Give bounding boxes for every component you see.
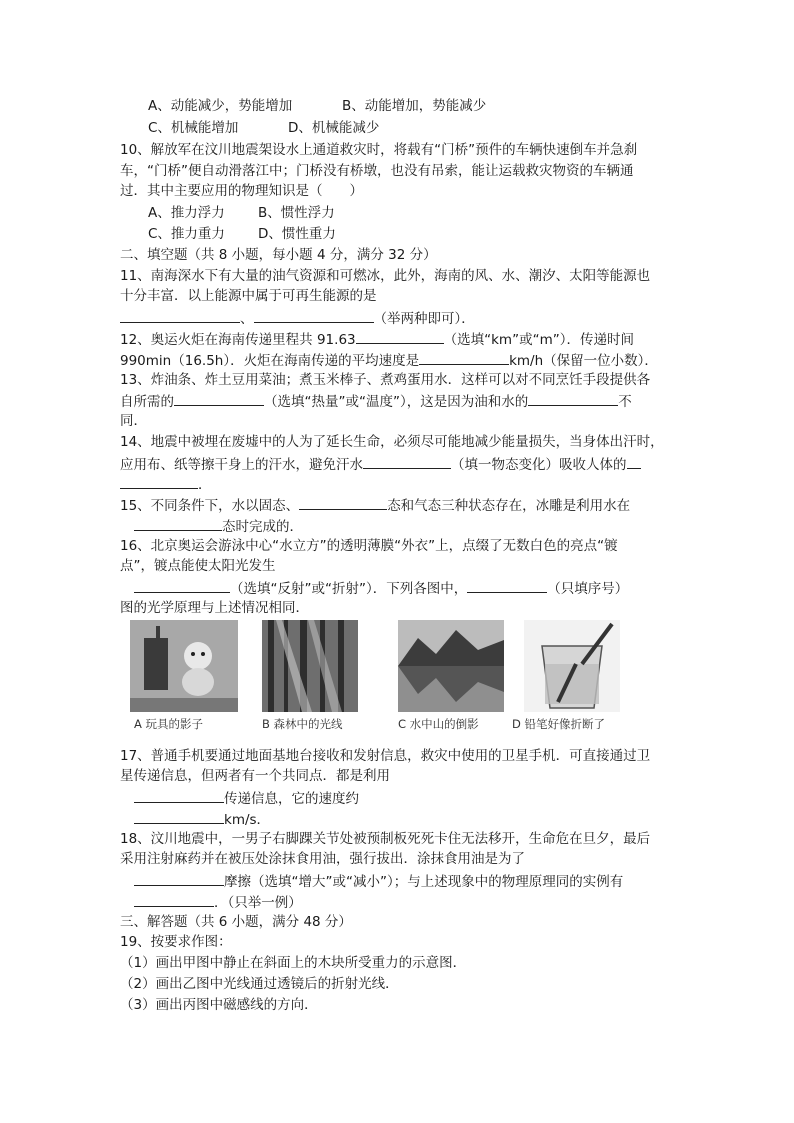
- q17-line-3: [134, 787, 359, 809]
- q12-text-d: km/h（保留一位小数）．: [509, 353, 658, 369]
- pencil-in-water-illustration: [524, 620, 620, 712]
- forest-light-illustration: [262, 620, 358, 712]
- q16-text-a: （选填“反射”或“折射”）．下列各图中，: [230, 581, 468, 597]
- q12-text-a: 12、奥运火炬在海南传递里程共 91.63: [120, 332, 356, 348]
- figure-d-caption: D 铅笔好像折断了: [512, 717, 606, 731]
- q15-text-c: 态时完成的．: [222, 519, 303, 535]
- q17-line-2: 星传递信息，但两者有一个共同点．都是利用: [120, 768, 390, 784]
- q12-line-1: [120, 328, 634, 350]
- q9-option-b: B、动能增加，势能减少: [342, 98, 487, 114]
- q14-text-a: 应用布、纸等擦干身上的汗水，避免汗水: [120, 457, 363, 473]
- q14-line-1: 14、地震中被埋在废墟中的人为了延长生命，必须尽可能地减少能量损失，当身体出汗时，: [120, 434, 664, 450]
- q17-blank-1[interactable]: [134, 787, 224, 803]
- q16-line-1: 16、北京奥运会游泳中心“水立方”的透明薄膜“外衣”上，点缀了无数白色的亮点“镀: [120, 538, 618, 554]
- q11-line-1: 11、南海深水下有大量的油气资源和可燃冰，此外，海南的风、水、潮汐、太阳等能源也: [120, 268, 651, 284]
- q18-text-b: ．（只举一例）: [214, 895, 302, 911]
- figure-c-mountain-reflection: [398, 620, 504, 712]
- toy-shadow-illustration: [130, 620, 238, 712]
- q10-option-a: A、推力浮力: [148, 205, 225, 221]
- q12-text-c: 990min（16.5h）．火炬在海南传递的平均速度是: [120, 353, 420, 369]
- figure-b-forest-light: [262, 620, 358, 712]
- q10-option-b: B、惯性浮力: [258, 205, 335, 221]
- q11-blank-1[interactable]: [120, 307, 240, 323]
- q14-line-3: [120, 473, 212, 495]
- q14-line-2: [120, 453, 641, 475]
- q17-text-a: 传递信息，它的速度约: [224, 791, 359, 807]
- mountain-reflection-illustration: [398, 620, 504, 712]
- q14-blank-2b[interactable]: [120, 473, 198, 489]
- q12-line-2: [120, 349, 658, 371]
- q15-line-2: [134, 515, 303, 537]
- q18-blank-1[interactable]: [134, 870, 224, 886]
- q13-text-a: 自所需的: [120, 394, 174, 410]
- q11-blank-2[interactable]: [254, 307, 374, 323]
- q19-title: 19、按要求作图：: [120, 934, 232, 950]
- q10-line-3: 过．其中主要应用的物理知识是（ ）: [120, 183, 363, 199]
- q18-line-3: [134, 870, 623, 892]
- q18-line-1: 18、汶川地震中，一男子右脚踝关节处被预制板死死卡住无法移开，生命危在旦夕，最后: [120, 831, 651, 847]
- q16-line-3: [134, 577, 628, 599]
- q13-text-c: 不: [618, 394, 632, 410]
- q18-line-4: [134, 891, 302, 913]
- q11-line-3: [120, 307, 475, 329]
- figure-d-pencil-in-water: [524, 620, 620, 712]
- q11-separator: 、: [240, 311, 254, 327]
- q16-line-2: 点”，镀点能使太阳光发生: [120, 558, 276, 574]
- q15-text-a: 15、不同条件下，水以固态、: [120, 498, 300, 514]
- figure-c-caption: C 水中山的倒影: [398, 717, 479, 731]
- q9-option-c: C、机械能增加: [148, 120, 239, 136]
- figure-a-caption: A 玩具的影子: [134, 717, 204, 731]
- q9-option-d: D、机械能减少: [288, 120, 380, 136]
- q19-item-1: （1）画出甲图中静止在斜面上的木块所受重力的示意图．: [120, 955, 467, 971]
- q12-blank-1[interactable]: [356, 328, 444, 344]
- figure-b-caption: B 森林中的光线: [262, 717, 343, 731]
- section-3-title: 三、解答题（共 6 小题，满分 48 分）: [120, 914, 352, 930]
- q10-line-2: 车，“门桥”便自动滑落江中；门桥没有桥墩，也没有吊索，能让运载救灾物资的车辆通: [120, 163, 634, 179]
- q13-blank-2[interactable]: [528, 390, 618, 406]
- q13-text-b: （选填“热量”或“温度”），这是因为油和水的: [264, 394, 529, 410]
- q13-line-1: 13、炸油条、炸土豆用菜油；煮玉米棒子、煮鸡蛋用水．这样可以对不同烹饪手段提供各: [120, 372, 651, 388]
- q13-line-3: 同．: [120, 413, 147, 429]
- q12-blank-2[interactable]: [419, 349, 509, 365]
- q14-blank-2a[interactable]: [627, 453, 641, 469]
- q18-text-a: 摩擦（选填“增大”或“减小”）；与上述现象中的物理原理同的实例有: [224, 874, 624, 890]
- q11-line-2: 十分丰富．以上能源中属于可再生能源的是: [120, 288, 377, 304]
- q16-blank-1[interactable]: [134, 577, 230, 593]
- q16-figures: [126, 620, 622, 738]
- q16-blank-2[interactable]: [467, 577, 547, 593]
- q10-line-1: 10、解放军在汶川地震架设水上通道救灾时，将载有“门桥”预件的车辆快速倒车并急刹: [120, 142, 638, 158]
- q9-option-a: A、动能减少，势能增加: [148, 98, 293, 114]
- q19-item-2: （2）画出乙图中光线通过透镜后的折射光线．: [120, 976, 399, 992]
- q14-end: ．: [198, 477, 212, 493]
- q14-blank-1[interactable]: [363, 453, 451, 469]
- q10-option-c: C、推力重力: [148, 226, 225, 242]
- q13-line-2: [120, 390, 632, 412]
- q15-line-1: [120, 494, 630, 516]
- q10-option-d: D、惯性重力: [258, 226, 336, 242]
- q17-line-4: [134, 808, 270, 830]
- q18-blank-2[interactable]: [134, 891, 214, 907]
- q15-text-b: 态和气态三种状态存在，冰雕是利用水在: [387, 498, 631, 514]
- figure-a-toy-shadow: [130, 620, 238, 712]
- q16-text-b: （只填序号）: [547, 581, 629, 597]
- q15-blank-1[interactable]: [299, 494, 387, 510]
- q17-blank-2[interactable]: [134, 808, 224, 824]
- q11-tail: （举两种即可）．: [373, 311, 475, 327]
- q19-item-3: （3）画出丙图中磁感线的方向．: [120, 997, 318, 1013]
- q18-line-2: 采用注射麻药并在被压处涂抹食用油，强行拔出．涂抹食用油是为了: [120, 851, 525, 867]
- q12-text-b: （选填“km”或“m”）．传递时间: [443, 332, 634, 348]
- section-2-title: 二、填空题（共 8 小题，每小题 4 分，满分 32 分）: [120, 247, 437, 263]
- q13-blank-1[interactable]: [174, 390, 264, 406]
- q16-line-4: 图的光学原理与上述情况相同．: [120, 600, 309, 616]
- q14-text-b: （填一物态变化）吸收人体的: [451, 457, 627, 473]
- q17-line-1: 17、普通手机要通过地面基地台接收和发射信息，救灾中使用的卫星手机．可直接通过卫: [120, 748, 651, 764]
- q15-blank-2[interactable]: [134, 515, 222, 531]
- q17-text-b: km/s．: [224, 812, 271, 828]
